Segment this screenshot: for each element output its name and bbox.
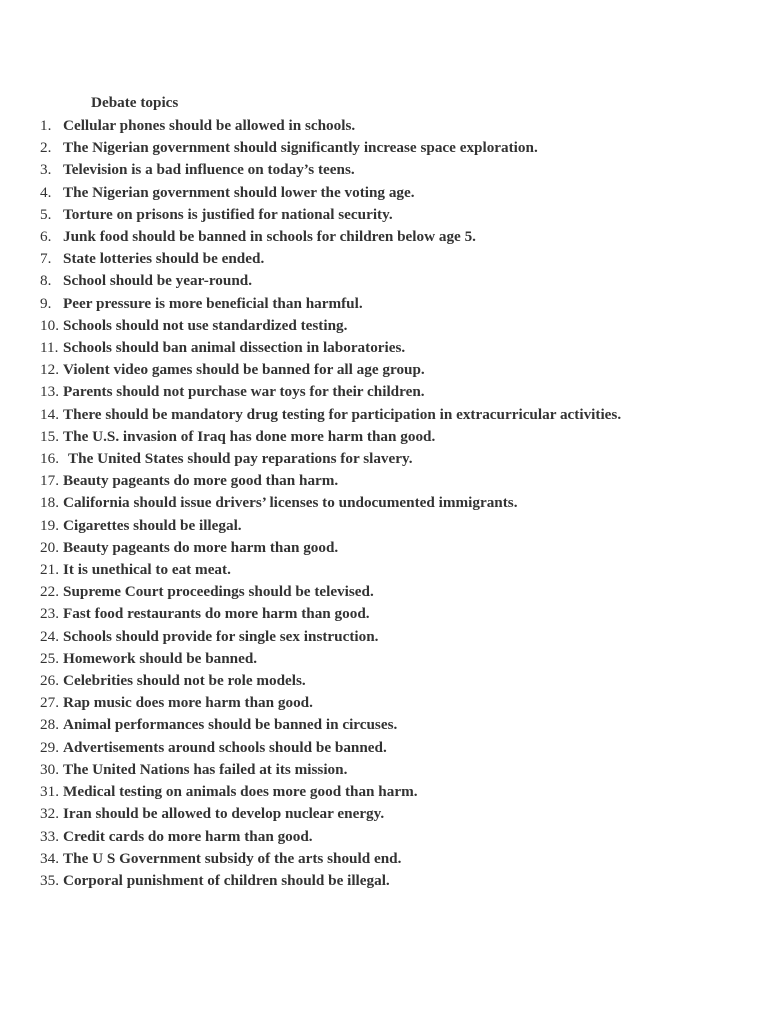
list-item [0, 670, 768, 692]
item-number: 33. [40, 827, 59, 845]
item-number: 26. [40, 672, 59, 690]
list-item [0, 270, 768, 292]
item-text: Beauty pageants do more good than harm. [63, 472, 339, 490]
item-number: 3. [40, 161, 52, 179]
list-item [0, 648, 768, 670]
item-number: 17. [40, 472, 59, 490]
list-item [0, 182, 768, 204]
item-number: 27. [40, 694, 59, 712]
item-text: There should be mandatory drug testing for participation in extracurricular activities. [63, 405, 622, 423]
item-number: 10. [40, 316, 59, 334]
item-text: Iran should be allowed to develop nuclear energy. [63, 805, 385, 823]
item-number: 5. [40, 205, 52, 223]
item-text: Parents should not purchase war toys for their children. [63, 383, 425, 401]
item-number: 22. [40, 583, 59, 601]
item-number: 20. [40, 538, 59, 556]
item-text: Homework should be banned. [63, 649, 258, 667]
list-item [0, 581, 768, 603]
item-number: 2. [40, 139, 52, 157]
item-text: Schools should ban animal dissection in laboratories. [63, 339, 406, 357]
item-number: 29. [40, 738, 59, 756]
item-number: 18. [40, 494, 59, 512]
item-text: Beauty pageants do more harm than good. [63, 538, 339, 556]
item-text: The Nigerian government should lower the voting age. [63, 183, 415, 201]
item-number: 12. [40, 361, 59, 379]
item-number: 13. [40, 383, 59, 401]
item-number: 25. [40, 649, 59, 667]
item-number: 6. [40, 228, 52, 246]
list-item [0, 404, 768, 426]
item-number: 9. [40, 294, 52, 312]
item-text: School should be year-round. [63, 272, 253, 290]
item-text: Celebrities should not be role models. [63, 672, 306, 690]
item-text: Junk food should be banned in schools for children below age 5. [63, 228, 476, 246]
list-item [0, 426, 768, 448]
list-item [0, 204, 768, 226]
item-text: Corporal punishment of children should be illegal. [63, 871, 390, 889]
item-number: 23. [40, 605, 59, 623]
item-number: 32. [40, 805, 59, 823]
item-number: 16. [40, 450, 59, 468]
item-text: It is unethical to eat meat. [63, 561, 231, 579]
list-item [0, 226, 768, 248]
debate-topic-list [0, 115, 768, 892]
list-item [0, 603, 768, 625]
item-text: Schools should provide for single sex instruction. [63, 627, 379, 645]
item-text: The Nigerian government should significantly increase space exploration. [63, 139, 538, 157]
item-number: 35. [40, 871, 59, 889]
item-text: Credit cards do more harm than good. [63, 827, 313, 845]
item-text: Peer pressure is more beneficial than harmful. [63, 294, 363, 312]
list-item [0, 248, 768, 270]
item-text: Violent video games should be banned for all age group. [63, 361, 425, 379]
item-number: 31. [40, 783, 59, 801]
list-item [0, 803, 768, 825]
item-text: Cigarettes should be illegal. [63, 516, 242, 534]
item-text: Supreme Court proceedings should be televised. [63, 583, 374, 601]
list-item [0, 870, 768, 892]
list-item [0, 159, 768, 181]
item-text: The U.S. invasion of Iraq has done more harm than good. [63, 427, 436, 445]
item-number: 11. [40, 339, 59, 357]
list-item [0, 559, 768, 581]
item-number: 8. [40, 272, 52, 290]
item-number: 1. [40, 117, 52, 134]
document-title: Debate topics [91, 94, 179, 111]
item-text: State lotteries should be ended. [63, 250, 265, 268]
item-number: 30. [40, 760, 59, 778]
item-text: Medical testing on animals does more good than harm. [63, 783, 418, 801]
item-number: 19. [40, 516, 59, 534]
item-text: The United Nations has failed at its mission. [63, 760, 348, 778]
list-item [0, 737, 768, 759]
item-number: 24. [40, 627, 59, 645]
item-text: The United States should pay reparations for slavery. [68, 450, 413, 468]
list-item [0, 337, 768, 359]
item-text: California should issue drivers’ licenses to undocumented immigrants. [63, 494, 518, 512]
item-text: Cellular phones should be allowed in schools. [63, 117, 356, 134]
list-item [0, 515, 768, 537]
item-number: 7. [40, 250, 52, 268]
item-text: Television is a bad influence on today’s teens. [63, 161, 355, 179]
item-text: The U S Government subsidy of the arts should end. [63, 849, 402, 867]
list-item [0, 492, 768, 514]
list-item [0, 293, 768, 315]
list-item [0, 826, 768, 848]
list-item [0, 315, 768, 337]
item-text: Advertisements around schools should be banned. [63, 738, 387, 756]
item-number: 21. [40, 561, 59, 579]
item-text: Animal performances should be banned in circuses. [63, 716, 398, 734]
item-number: 14. [40, 405, 59, 423]
list-item [0, 781, 768, 803]
list-item [0, 626, 768, 648]
list-item [0, 692, 768, 714]
list-item [0, 115, 768, 137]
list-item [0, 537, 768, 559]
item-number: 4. [40, 183, 52, 201]
list-item [0, 137, 768, 159]
list-item [0, 759, 768, 781]
list-item [0, 448, 768, 470]
list-item [0, 714, 768, 736]
list-item [0, 470, 768, 492]
item-text: Fast food restaurants do more harm than good. [63, 605, 370, 623]
item-text: Torture on prisons is justified for national security. [63, 205, 393, 223]
item-text: Rap music does more harm than good. [63, 694, 313, 712]
list-item [0, 359, 768, 381]
list-item [0, 848, 768, 870]
item-number: 34. [40, 849, 59, 867]
item-text: Schools should not use standardized testing. [63, 316, 348, 334]
list-item [0, 381, 768, 403]
item-number: 15. [40, 427, 59, 445]
item-number: 28. [40, 716, 59, 734]
